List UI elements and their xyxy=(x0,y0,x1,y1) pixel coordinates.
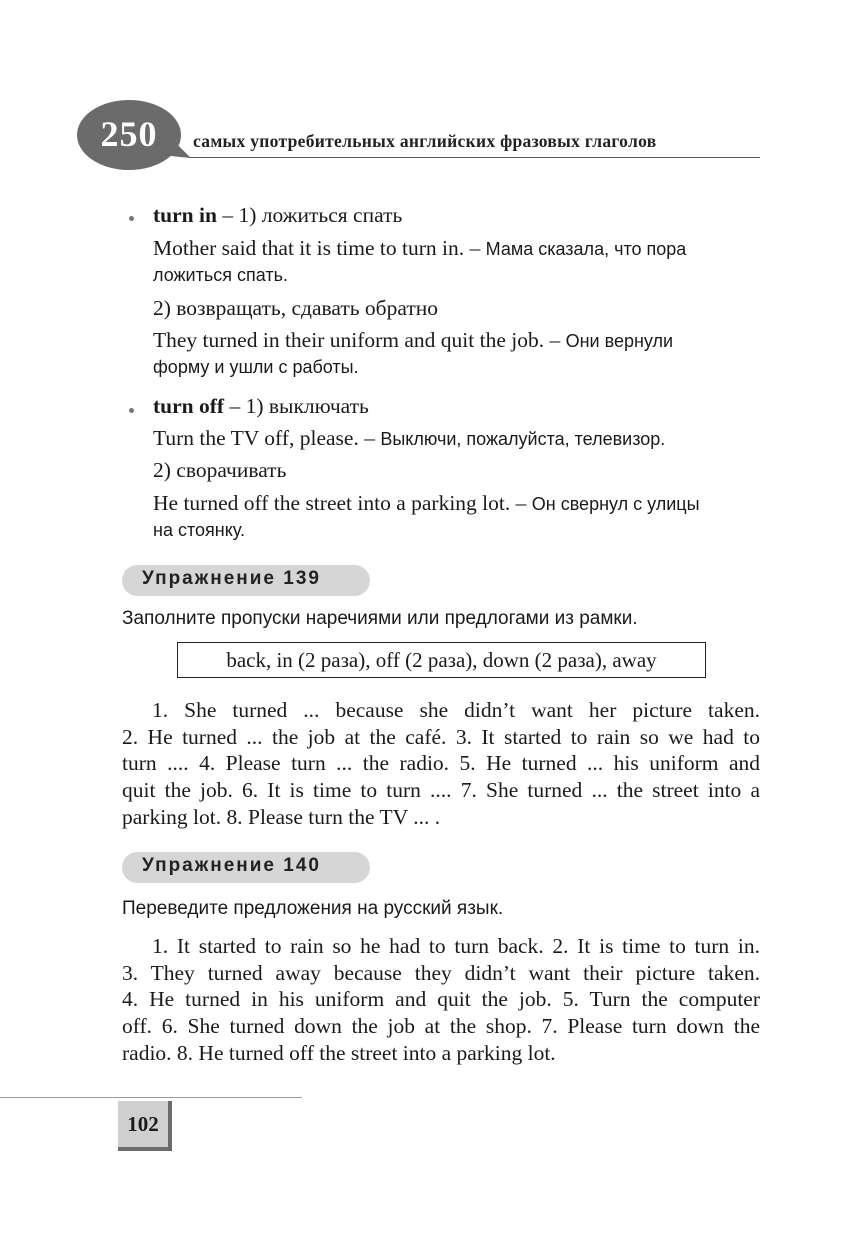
text-line: off. 6. She turned down the job at the shop. 7. Please turn down the xyxy=(122,1014,760,1039)
sense-text: 2) возвращать, сдавать обратно xyxy=(153,296,439,320)
bullet-icon xyxy=(129,408,134,413)
text-line: 1. It started to rain so he had to turn back. 2. It is time to turn in. xyxy=(152,934,760,958)
bullet-icon xyxy=(129,216,134,221)
example-ru-continued: на стоянку. xyxy=(153,520,245,540)
phrasal-verb: turn in xyxy=(153,203,217,227)
exercise-label: Упражнение 139 xyxy=(142,568,321,589)
word-box xyxy=(177,642,706,678)
text-line: turn .... 4. Please turn ... the radio. 5. He turned ... his uniform and xyxy=(122,751,760,776)
header-divider xyxy=(190,157,760,158)
text-line: 2. He turned ... the job at the café. 3. It started to rain so we had to xyxy=(122,724,760,749)
example-ru: Выключи, пожалуйста, телевизор. xyxy=(380,429,666,449)
example-line xyxy=(153,491,700,516)
example-ru-continued: ложиться спать. xyxy=(153,265,288,285)
example-ru: Мама сказала, что пора xyxy=(485,239,687,259)
exercise-text xyxy=(122,697,760,830)
entry-heading xyxy=(153,394,369,419)
text-line: quit the job. 6. It is time to turn .... 7. She turned ... the street into a xyxy=(122,778,760,803)
example-line xyxy=(153,426,665,451)
example-ru-continued: форму и ушли с работы. xyxy=(153,357,359,377)
text-line: 4. He turned in his uniform and quit the job. 5. Turn the computer xyxy=(122,987,760,1012)
entry-heading xyxy=(153,203,402,228)
text-line: 3. They turned away because they didn’t want their picture taken. xyxy=(122,960,760,985)
example-line xyxy=(153,236,686,261)
example-en: He turned off the street into a parking lot. – xyxy=(153,491,532,515)
example-en: Turn the TV off, please. – xyxy=(153,426,381,450)
sense-text: – 1) ложиться спать xyxy=(216,203,403,227)
book-title: самых употребительных английских фразовых глаголов xyxy=(193,131,657,151)
phrasal-verb: turn off xyxy=(153,394,225,418)
word-box-text: back, in (2 раза), off (2 раза), down (2 раза), away xyxy=(226,648,657,672)
example-en: They turned in their uniform and quit the job. – xyxy=(153,328,566,352)
example-ru: Они вернули xyxy=(565,331,674,351)
example-en: Mother said that it is time to turn in. – xyxy=(153,236,486,260)
book-number: 250 xyxy=(100,114,158,154)
example-ru: Он свернул с улицы xyxy=(531,494,700,514)
footer-divider xyxy=(0,1097,302,1098)
text-line: radio. 8. He turned off the street into a parking lot. xyxy=(122,1040,556,1065)
page-number: 102 xyxy=(127,1112,159,1136)
exercise-instruction: Заполните пропуски наречиями или предлогами из рамки. xyxy=(122,608,638,629)
exercise-text xyxy=(122,933,760,1066)
sense-text: 2) сворачивать xyxy=(153,458,287,482)
example-line xyxy=(153,328,673,353)
text-line: 1. She turned ... because she didn’t want her picture taken. xyxy=(152,698,760,722)
sense-text: – 1) выключать xyxy=(224,394,369,418)
exercise-instruction: Переведите предложения на русский язык. xyxy=(122,898,504,919)
text-line: parking lot. 8. Please turn the TV ... . xyxy=(122,804,441,829)
exercise-label: Упражнение 140 xyxy=(142,855,321,876)
